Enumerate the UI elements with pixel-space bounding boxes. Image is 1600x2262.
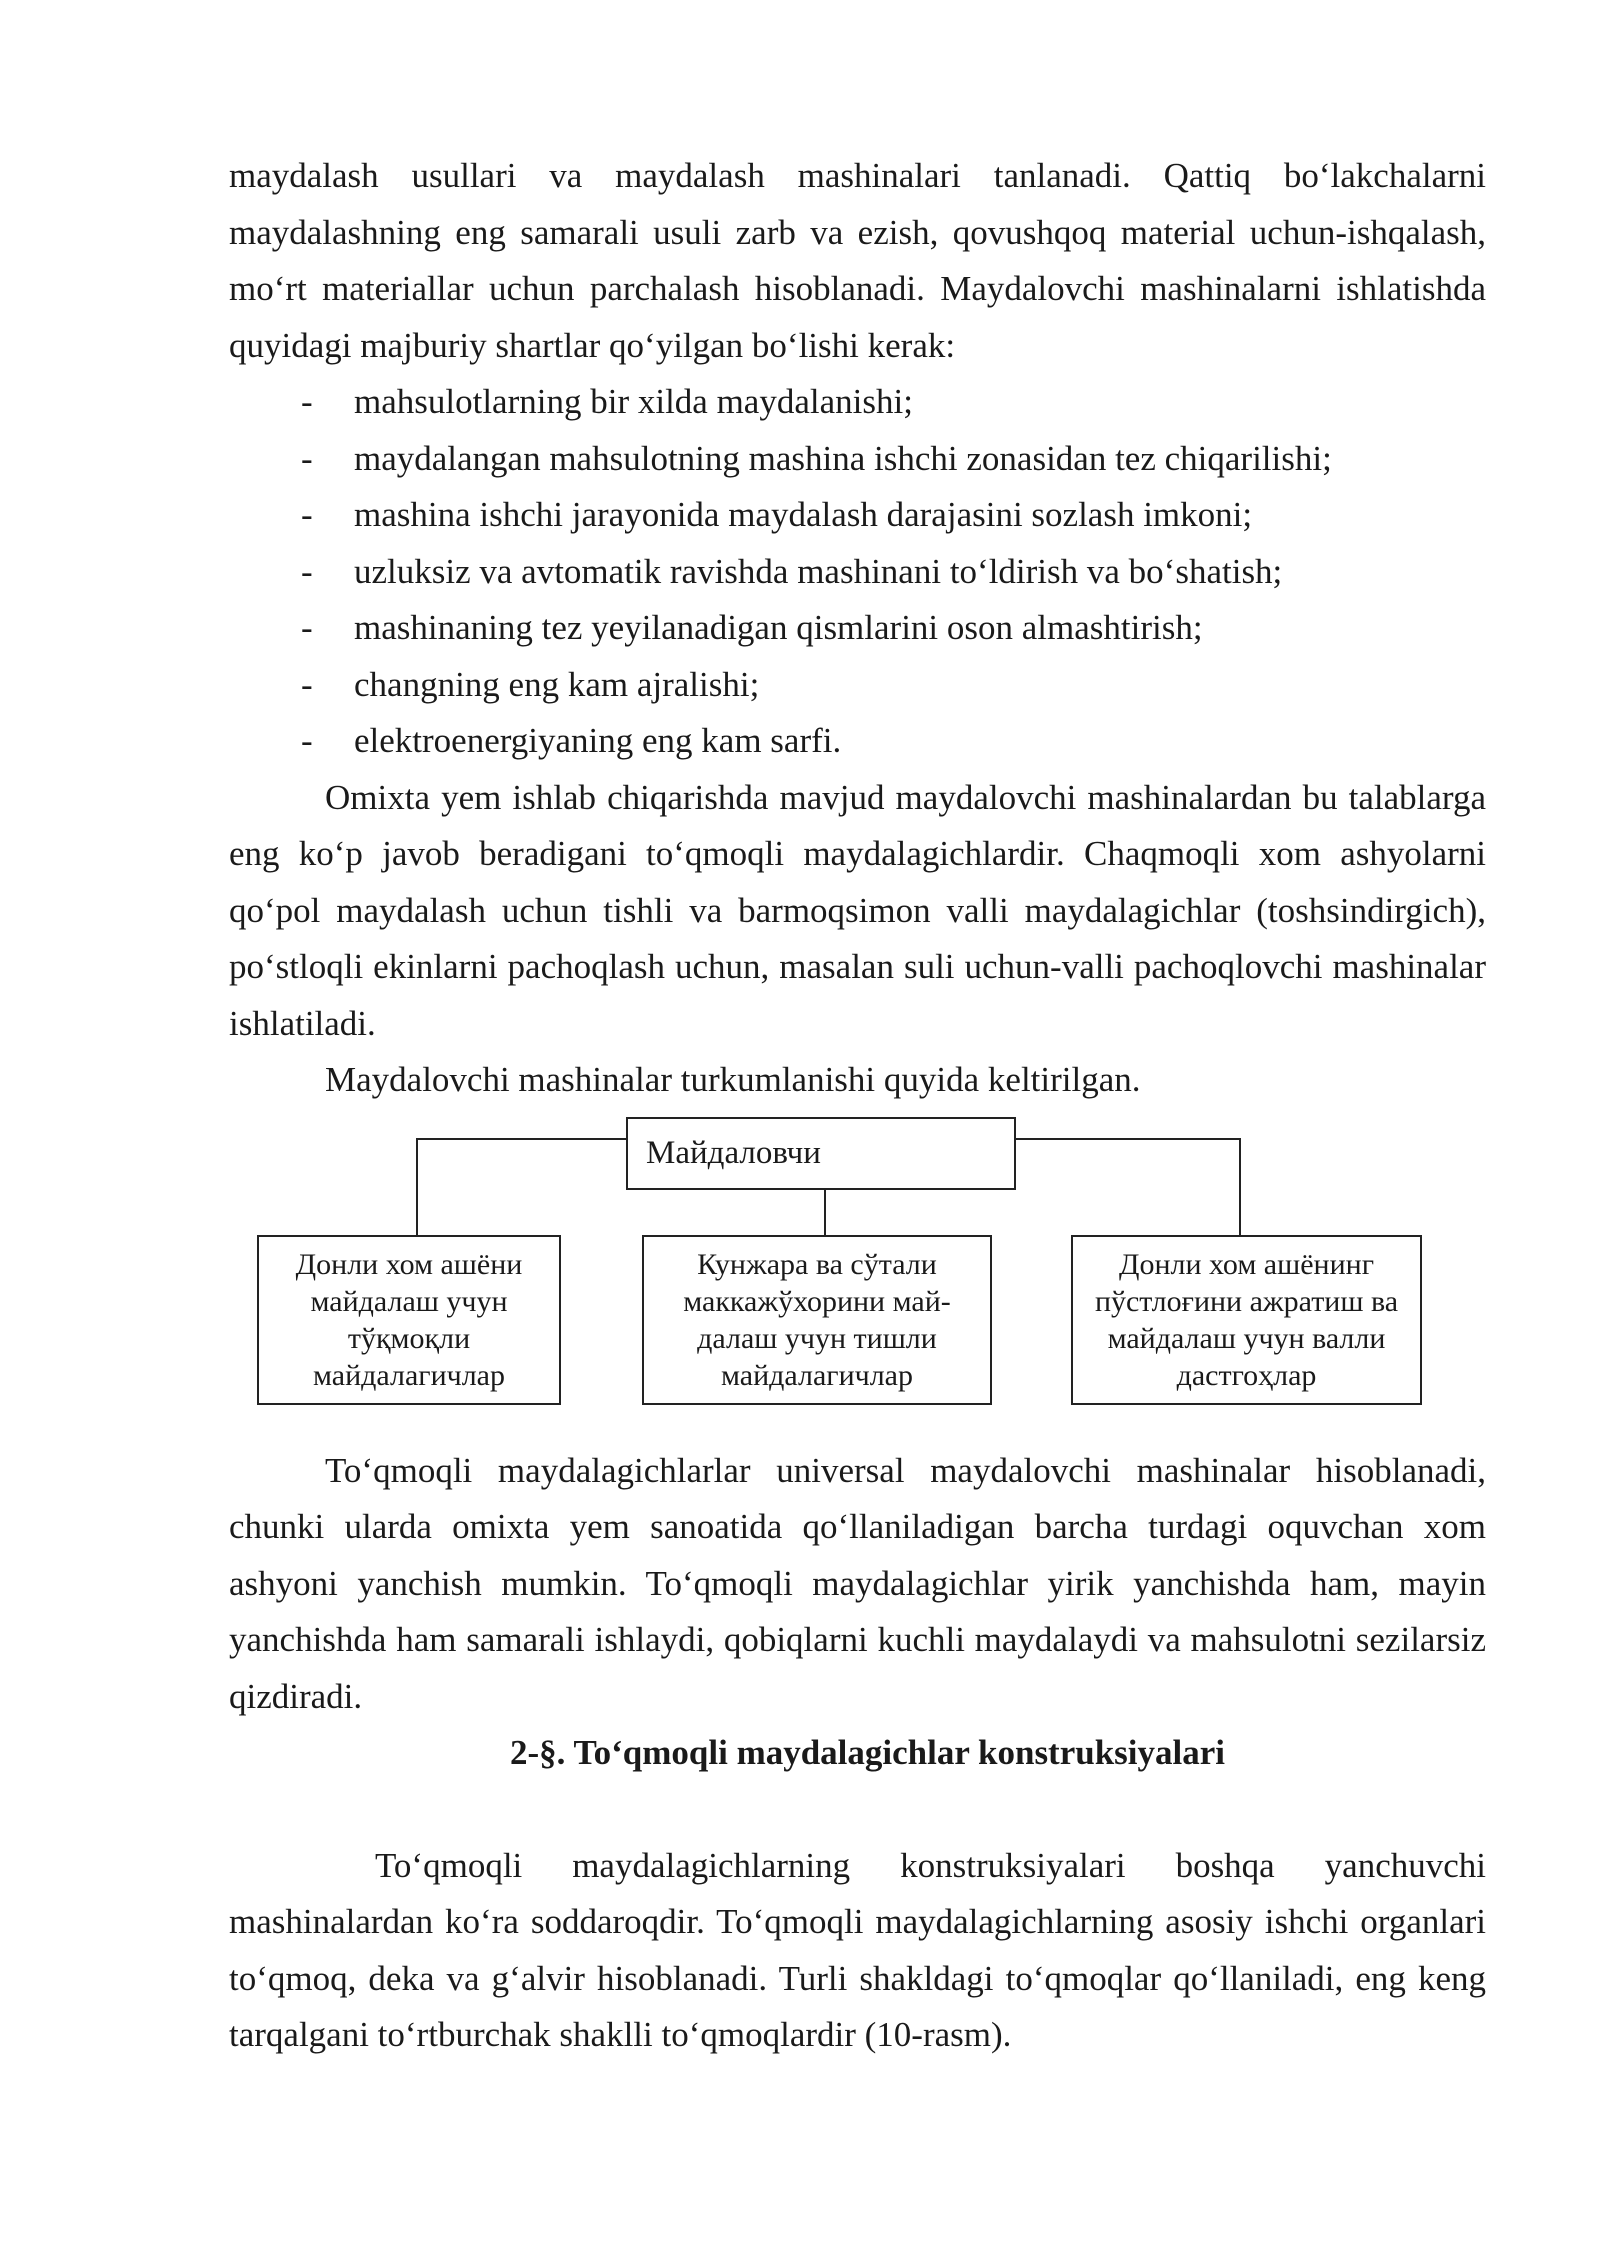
paragraph-5: To‘qmoqli maydalagichlarning konstruksiyalari boshqa yanchuvchi mashinalardan ko‘ra soddaroqdir. To‘qmoqli maydalagichlarning asosiy ishchi organlari to‘qmoq, deka va g‘alvir hisoblanadi. Turli shakldagi to‘qmoqlar qo‘llaniladi, eng keng tarqalgani to‘rtburchak shaklli to‘qmoqlardir (10-rasm). [229,1845,1486,2054]
list-item [229,487,1486,544]
requirements-list [229,374,1486,770]
classification-diagram [229,1109,1486,1443]
paragraph-3: Maydalovchi mashinalar turkumlanishi quyida keltirilgan. [325,1060,1141,1099]
diagram-child-box: Донли хом ашёнинг пўстлоғини ажратиш ва майдалаш учун валли дастгоҳлар [1071,1235,1422,1405]
list-marker: - [301,495,313,534]
list-item-text: elektroenergiyaning eng kam sarfi. [354,721,842,760]
list-item-text: uzluksiz va avtomatik ravishda mashinani to‘ldirish va bo‘shatish; [354,551,1283,591]
list-marker: - [301,608,313,647]
connector-right [1016,1139,1240,1235]
list-item [229,431,1486,488]
list-marker: - [301,382,313,421]
list-marker: - [301,438,313,478]
list-item-text: mahsulotlarning bir xilda maydalanishi; [354,382,913,421]
list-item [229,544,1486,601]
list-item [229,657,1486,714]
diagram-root-box: Майдаловчи [626,1117,1016,1190]
paragraph-4: To‘qmoqli maydalagichlarlar universal maydalovchi mashinalar hisoblanadi, chunki ularda omixta yem sanoatida qo‘llaniladigan barcha turdagi oquvchan xom ashyoni yanchish mumkin. To‘qmoqli maydalagichlar yirik yanchishda ham, mayin yanchishda ham samarali ishlaydi, qobiqlarni kuchli maydalaydi va mahsulotni sezilarsiz qizdiradi. [229,1450,1486,1716]
intro-paragraph: maydalash usullari va maydalash mashinalari tanlanadi. Qattiq bo‘lakchalarni maydalashning eng samarali usuli zarb va ezish, qovushqoq material uchun-ishqalash, mo‘rt materiallar uchun parchalash hisoblanadi. Maydalovchi mashinalarni ishlatishda quyidagi majburiy shartlar qo‘yilgan bo‘lishi kerak: [229,156,1486,365]
list-item [229,374,1486,431]
page-content [229,148,1486,2064]
list-marker: - [301,664,313,704]
list-item-text: mashina ishchi jarayonida maydalash darajasini sozlash imkoni; [354,495,1253,534]
diagram-child-box: Кунжара ва сўтали маккажўхорини май-далаш учун тишли майдалагичлар [642,1235,992,1405]
list-item [229,600,1486,657]
diagram-child-box: Донли хом ашёни майдалаш учун тўқмоқли майдалагичлар [257,1235,561,1405]
spacer [229,1782,1486,1838]
paragraph-2: Omixta yem ishlab chiqarishda mavjud maydalovchi mashinalardan bu talablarga eng ko‘p javob beradigani to‘qmoqli maydalagichlardir. Chaqmoqli xom ashyolarni qo‘pol maydalash uchun tishli va barmoqsimon valli maydalagichlar (toshsindirgich), po‘stloqli ekinlarni pachoqlash uchun, masalan suli uchun-valli pachoqlovchi mashinalar ishlatiladi. [229,777,1486,1043]
list-marker: - [301,551,313,591]
list-item [229,713,1486,770]
list-marker: - [301,721,313,760]
connector-left [417,1139,626,1235]
list-item-text: maydalangan mahsulotning mashina ishchi zonasidan tez chiqarilishi; [354,438,1332,478]
list-item-text: mashinaning tez yeyilanadigan qismlarini oson almashtirish; [354,608,1203,647]
section-heading: 2-§. To‘qmoqli maydalagichlar konstruksiyalari [509,1733,1226,1772]
list-item-text: changning eng kam ajralishi; [354,664,760,704]
